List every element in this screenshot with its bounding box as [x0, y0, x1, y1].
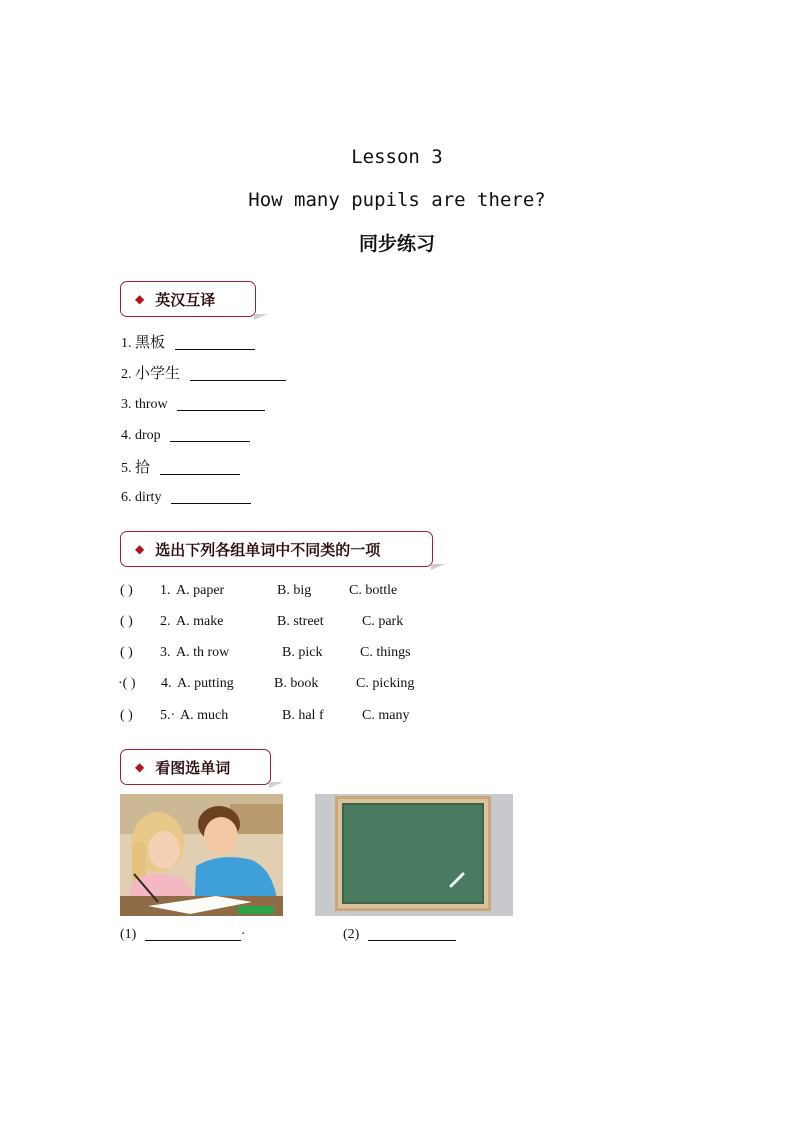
- option-a: A. much: [180, 708, 229, 723]
- option-b: B. street: [277, 614, 324, 629]
- option-b: B. big: [277, 583, 312, 598]
- answer-blank[interactable]: [190, 366, 286, 381]
- answer-trail: ·: [240, 927, 246, 942]
- item-number: 2.: [121, 367, 132, 382]
- question-number: 5.·: [160, 708, 176, 723]
- answer-number: (1): [120, 927, 137, 942]
- item-number: 1.: [121, 336, 132, 351]
- question-number: 2.: [160, 614, 171, 629]
- answer-paren[interactable]: ( ): [120, 614, 133, 629]
- diamond-icon: ◆: [135, 542, 145, 556]
- section-title: 选出下列各组单词中不同类的一项: [155, 540, 381, 559]
- option-c: C. picking: [356, 676, 415, 691]
- students-picture: [120, 794, 283, 916]
- translate-item: [121, 489, 251, 506]
- option-a: A. make: [176, 614, 224, 629]
- option-a: A. paper: [176, 583, 225, 598]
- item-number: 3.: [121, 397, 132, 412]
- item-word: 拾: [135, 458, 151, 476]
- answer-blank[interactable]: [368, 926, 456, 941]
- question-number: 4.: [161, 676, 172, 691]
- item-word: dirty: [135, 490, 162, 505]
- section-odd-one-out-header: [120, 531, 433, 567]
- section-title: 看图选单词: [155, 758, 231, 777]
- students-illustration: [120, 794, 283, 916]
- option-c: C. park: [362, 614, 404, 629]
- option-a: A. putting: [177, 676, 234, 691]
- picture-answer-2: [343, 926, 456, 943]
- translate-item: [121, 331, 255, 352]
- item-word: drop: [135, 428, 161, 443]
- question-number: 1.: [160, 583, 171, 598]
- answer-blank[interactable]: [177, 396, 265, 411]
- answer-paren[interactable]: ( ): [120, 645, 133, 660]
- answer-paren[interactable]: ·( ): [118, 676, 136, 691]
- option-c: C. things: [360, 645, 411, 660]
- answer-blank[interactable]: [171, 489, 251, 504]
- section-title: 英汉互译: [155, 290, 216, 309]
- option-b: B. hal f: [282, 708, 324, 723]
- page-subtitle: 同步练习: [358, 233, 435, 255]
- item-word: 黑板: [135, 333, 166, 351]
- blackboard-picture: [315, 794, 513, 916]
- lesson-title: Lesson 3: [351, 146, 443, 168]
- option-b: B. pick: [282, 645, 323, 660]
- translate-item: [121, 362, 286, 383]
- answer-blank[interactable]: [175, 335, 255, 350]
- item-number: 5.: [121, 461, 132, 476]
- option-c: C. many: [362, 708, 410, 723]
- diamond-icon: ◆: [135, 760, 145, 774]
- blackboard-illustration: [315, 794, 513, 916]
- answer-blank[interactable]: [145, 926, 241, 941]
- section-picture-header: [120, 749, 271, 785]
- translate-item: [121, 427, 250, 444]
- translate-item: [121, 396, 265, 413]
- item-number: 4.: [121, 428, 132, 443]
- section-translate-header: [120, 281, 256, 317]
- question-number: 3.: [160, 645, 171, 660]
- translate-item: [121, 456, 240, 477]
- picture-answer-1: [120, 926, 246, 943]
- item-word: throw: [135, 397, 168, 412]
- option-a: A. th row: [176, 645, 230, 660]
- lesson-question: How many pupils are there?: [248, 189, 546, 211]
- item-word: 小学生: [135, 364, 181, 382]
- answer-blank[interactable]: [160, 460, 240, 475]
- option-b: B. book: [274, 676, 319, 691]
- answer-number: (2): [343, 927, 360, 942]
- answer-paren[interactable]: ( ): [120, 583, 133, 598]
- diamond-icon: ◆: [135, 292, 145, 306]
- answer-paren[interactable]: ( ): [120, 708, 133, 723]
- option-c: C. bottle: [349, 583, 398, 598]
- answer-blank[interactable]: [170, 427, 250, 442]
- item-number: 6.: [121, 490, 132, 505]
